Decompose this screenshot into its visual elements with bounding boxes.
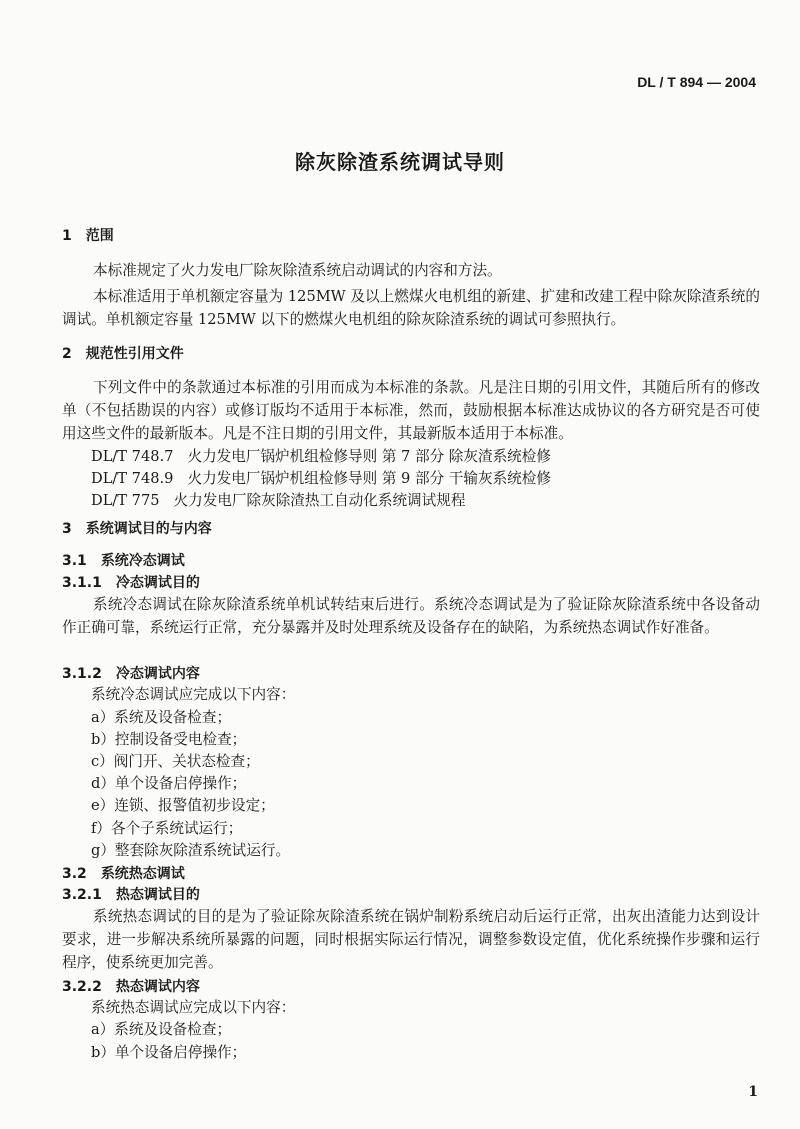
paragraph: 系统热态调试的目的是为了验证除灰除渣系统在锅炉制粉系统启动后运行正常，出灰出渣能力达到设计要求，进一步解决系统所暴露的问题，同时根据实际运行情况，调整参数设定值，优化系统操作步骤和运行程序，使系统更加完善。 — [62, 908, 760, 971]
list-item: g）整套除灰除渣系统试运行。 — [91, 842, 291, 859]
section-number: 3.1.2 — [62, 666, 102, 682]
paragraph: 系统冷态调试在除灰除渣系统单机试转结束后进行。系统冷态调试是为了验证除灰除渣系统中各设备动作正确可靠，系统运行正常，充分暴露并及时处理系统及设备存在的缺陷，为系统热态调试作好准备。 — [62, 596, 760, 636]
document-title: 除灰除渣系统调试导则 — [295, 150, 505, 174]
reference-item — [91, 468, 565, 490]
section-3-1-2-heading — [62, 663, 200, 683]
list-item: b）单个设备启停操作； — [91, 1044, 247, 1061]
section-3-2-2-heading — [62, 976, 200, 996]
section-3-heading — [62, 518, 212, 538]
list-item: c）阀门开、关状态检查； — [91, 753, 260, 770]
list-item: f）各个子系统试运行； — [91, 820, 243, 837]
section-number: 3.2 — [62, 866, 87, 882]
section-number: 1 — [62, 228, 72, 244]
section-title: 冷态调试内容 — [115, 666, 200, 682]
list-item: a）系统及设备检查； — [91, 709, 232, 726]
list-item: a）系统及设备检查； — [91, 1021, 232, 1038]
reference-item — [91, 446, 565, 468]
section-2-heading — [62, 343, 184, 363]
section-title: 系统热态调试 — [100, 866, 185, 882]
section-number: 2 — [62, 346, 72, 362]
reference-code: DL/T 748.7 — [91, 448, 174, 465]
section-3-2-heading — [62, 863, 185, 883]
list-item: e）连锁、报警值初步设定； — [91, 797, 275, 814]
section-1-heading — [62, 225, 114, 245]
reference-title: 火力发电厂除灰除渣热工自动化系统调试规程 — [173, 492, 466, 509]
reference-item — [91, 490, 479, 512]
section-number: 3.2.1 — [62, 887, 102, 903]
reference-title: 火力发电厂锅炉机组检修导则 第 7 部分 除灰渣系统检修 — [187, 448, 551, 465]
page-number: 1 — [748, 1084, 758, 1100]
section-number: 3.2.2 — [62, 979, 102, 995]
reference-code: DL/T 748.9 — [91, 470, 174, 487]
section-number: 3.1 — [62, 553, 87, 569]
section-title: 热态调试目的 — [115, 887, 200, 903]
list-item: d）单个设备启停操作； — [91, 775, 247, 792]
section-3-1-1-heading — [62, 572, 200, 592]
paragraph: 本标准规定了火力发电厂除灰除渣系统启动调试的内容和方法。 — [93, 262, 502, 279]
section-3-1-heading — [62, 550, 185, 570]
section-title: 规范性引用文件 — [85, 346, 184, 362]
reference-code: DL/T 775 — [91, 492, 160, 509]
section-title: 热态调试内容 — [115, 979, 200, 995]
section-number: 3.1.1 — [62, 575, 102, 591]
paragraph: 下列文件中的条款通过本标准的引用而成为本标准的条款。凡是注日期的引用文件，其随后所有的修改单（不包括勘误的内容）或修订版均不适用于本标准，然而，鼓励根据本标准达成协议的各方研究是否可使用这些文件的最新版本。凡是不注日期的引用文件，其最新版本适用于本标准。 — [62, 379, 760, 442]
section-number: 3 — [62, 521, 72, 537]
section-3-2-1-heading — [62, 884, 200, 904]
list-item: b）控制设备受电检查； — [91, 731, 247, 748]
paragraph: 本标准适用于单机额定容量为 125MW 及以上燃煤火电机组的新建、扩建和改建工程中除灰除渣系统的调试。单机额定容量 125MW 以下的燃煤火电机组的除灰除渣系统的调试可参照执行。 — [62, 288, 760, 328]
standard-code: DL / T 894 — 2004 — [637, 74, 756, 90]
list-intro: 系统冷态调试应完成以下内容： — [91, 686, 296, 703]
section-title: 系统冷态调试 — [100, 553, 185, 569]
reference-title: 火力发电厂锅炉机组检修导则 第 9 部分 干输灰系统检修 — [187, 470, 551, 487]
section-title: 系统调试目的与内容 — [85, 521, 212, 537]
section-title: 范围 — [85, 228, 114, 244]
section-title: 冷态调试目的 — [115, 575, 200, 591]
list-intro: 系统热态调试应完成以下内容： — [91, 999, 296, 1016]
